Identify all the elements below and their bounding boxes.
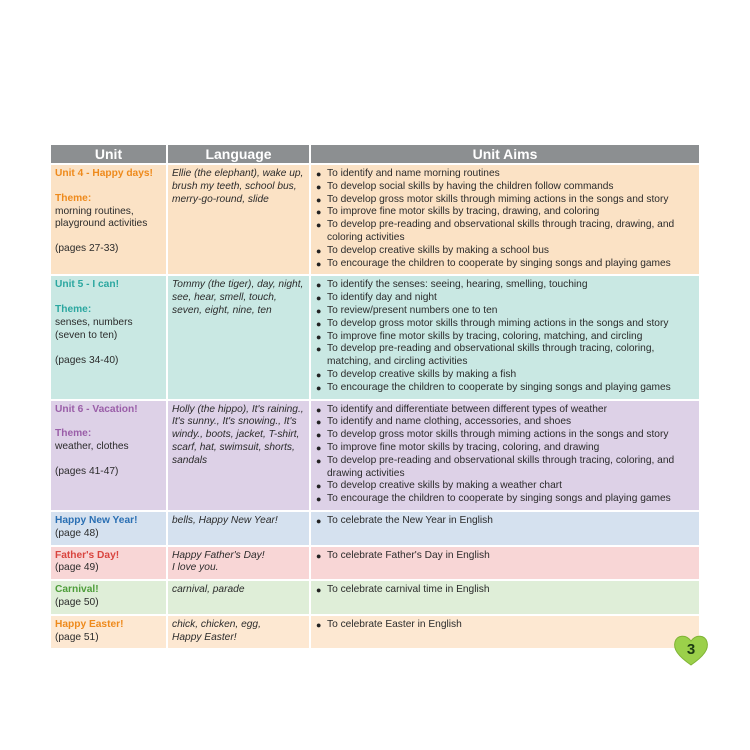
header-unit: Unit xyxy=(51,145,166,163)
page-number-badge xyxy=(672,632,710,668)
aim-item: ● To identify day and night xyxy=(316,292,695,305)
theme-label: Theme: xyxy=(55,192,92,204)
unit-title: Unit 5 - I can! xyxy=(55,279,119,291)
aims-cell xyxy=(311,276,699,398)
unit-title: Happy Easter! xyxy=(55,618,124,630)
aims-cell xyxy=(311,616,699,649)
aim-item: ● To develop gross motor skills through miming actions in the songs and story xyxy=(316,318,695,331)
aim-item: ● To celebrate Easter in English xyxy=(316,619,695,632)
aim-item: ● To improve fine motor skills by tracing, coloring, matching, and circling xyxy=(316,331,695,344)
unit-cell xyxy=(51,547,166,580)
page-number: 3 xyxy=(686,641,696,658)
unit-cell xyxy=(51,276,166,398)
aim-item: ● To celebrate the New Year in English xyxy=(316,515,695,528)
page-range: (pages 27-33) xyxy=(55,243,119,255)
aim-item: ● To improve fine motor skills by tracing, drawing, and coloring xyxy=(316,206,695,219)
language-line: Happy Easter! xyxy=(172,631,237,643)
language-line: Happy Father's Day! xyxy=(172,549,265,561)
syllabus-table xyxy=(49,143,701,650)
aim-item: ● To develop social skills by having the children follow commands xyxy=(316,181,695,194)
language-cell: Holly (the hippo), It's raining., It's sunny., It's snowing., It's windy., boots, jacket, T-shirt, scarf, hat, swimsuit, shorts, sandals xyxy=(168,401,309,510)
language-line: I love you. xyxy=(172,562,219,574)
language-cell: Ellie (the elephant), wake up, brush my teeth, school bus, merry-go-round, slide xyxy=(168,165,309,274)
aim-item: ● To encourage the children to cooperate by singing songs and playing games xyxy=(316,258,695,271)
unit-cell xyxy=(51,581,166,614)
aims-cell xyxy=(311,401,699,510)
theme-label: Theme: xyxy=(55,428,92,440)
header-unit-aims: Unit Aims xyxy=(311,145,699,163)
unit-cell xyxy=(51,512,166,545)
page-range: (pages 34-40) xyxy=(55,354,119,366)
carnival-row xyxy=(51,581,699,614)
page-range: (pages 41-47) xyxy=(55,465,119,477)
theme-text: senses, numbers (seven to ten) xyxy=(55,316,133,341)
language-line: chick, chicken, egg, xyxy=(172,618,261,630)
unit-5-row xyxy=(51,276,699,398)
aims-cell xyxy=(311,165,699,274)
aim-item: ● To celebrate carnival time in English xyxy=(316,584,695,597)
page-range: (page 51) xyxy=(55,631,99,643)
easter-row xyxy=(51,616,699,649)
aim-item: ● To develop gross motor skills through miming actions in the songs and story xyxy=(316,194,695,207)
language-cell xyxy=(168,547,309,580)
language-cell: carnival, parade xyxy=(168,581,309,614)
aims-cell xyxy=(311,547,699,580)
aim-item: ● To identify and differentiate between different types of weather xyxy=(316,404,695,417)
language-cell xyxy=(168,616,309,649)
unit-6-row xyxy=(51,401,699,510)
new-year-row xyxy=(51,512,699,545)
aim-item: ● To improve fine motor skills by tracing, coloring, and drawing xyxy=(316,442,695,455)
unit-title: Happy New Year! xyxy=(55,514,138,526)
aim-item: ● To develop creative skills by making a school bus xyxy=(316,245,695,258)
aim-item: ● To encourage the children to cooperate by singing songs and playing games xyxy=(316,493,695,506)
aim-item: ● To encourage the children to cooperate by singing songs and playing games xyxy=(316,382,695,395)
language-cell: Tommy (the tiger), day, night, see, hear, smell, touch, seven, eight, nine, ten xyxy=(168,276,309,398)
unit-title: Carnival! xyxy=(55,584,99,596)
language-cell: bells, Happy New Year! xyxy=(168,512,309,545)
unit-4-row xyxy=(51,165,699,274)
header-row xyxy=(51,145,699,163)
aim-item: ● To develop pre-reading and observational skills through tracing, drawing, and coloring activities xyxy=(316,219,695,245)
aims-cell xyxy=(311,512,699,545)
aim-item: ● To celebrate Father's Day in English xyxy=(316,550,695,563)
unit-title: Father's Day! xyxy=(55,549,120,561)
header-language: Language xyxy=(168,145,309,163)
theme-text: weather, clothes xyxy=(55,441,129,453)
aim-item: ● To develop pre-reading and observational skills through tracing, coloring, matching, and circling activities xyxy=(316,343,695,369)
unit-cell xyxy=(51,616,166,649)
unit-cell xyxy=(51,401,166,510)
aim-item: ● To identify and name morning routines xyxy=(316,168,695,181)
aim-item: ● To identify the senses: seeing, hearing, smelling, touching xyxy=(316,279,695,292)
theme-text: morning routines, playground activities xyxy=(55,205,148,230)
aims-cell xyxy=(311,581,699,614)
unit-cell xyxy=(51,165,166,274)
fathers-day-row xyxy=(51,547,699,580)
page-range: (page 49) xyxy=(55,562,99,574)
page-range: (page 48) xyxy=(55,527,99,539)
unit-title: Unit 4 - Happy days! xyxy=(55,168,153,179)
aim-item: ● To develop creative skills by making a fish xyxy=(316,369,695,382)
page-range: (page 50) xyxy=(55,596,99,608)
aim-item: ● To review/present numbers one to ten xyxy=(316,305,695,318)
theme-label: Theme: xyxy=(55,304,92,316)
aim-item: ● To identify and name clothing, accessories, and shoes xyxy=(316,416,695,429)
aim-item: ● To develop creative skills by making a weather chart xyxy=(316,480,695,493)
unit-title: Unit 6 - Vacation! xyxy=(55,403,138,415)
aim-item: ● To develop gross motor skills through miming actions in the songs and story xyxy=(316,429,695,442)
aim-item: ● To develop pre-reading and observational skills through tracing, coloring, and drawing activities xyxy=(316,455,695,481)
